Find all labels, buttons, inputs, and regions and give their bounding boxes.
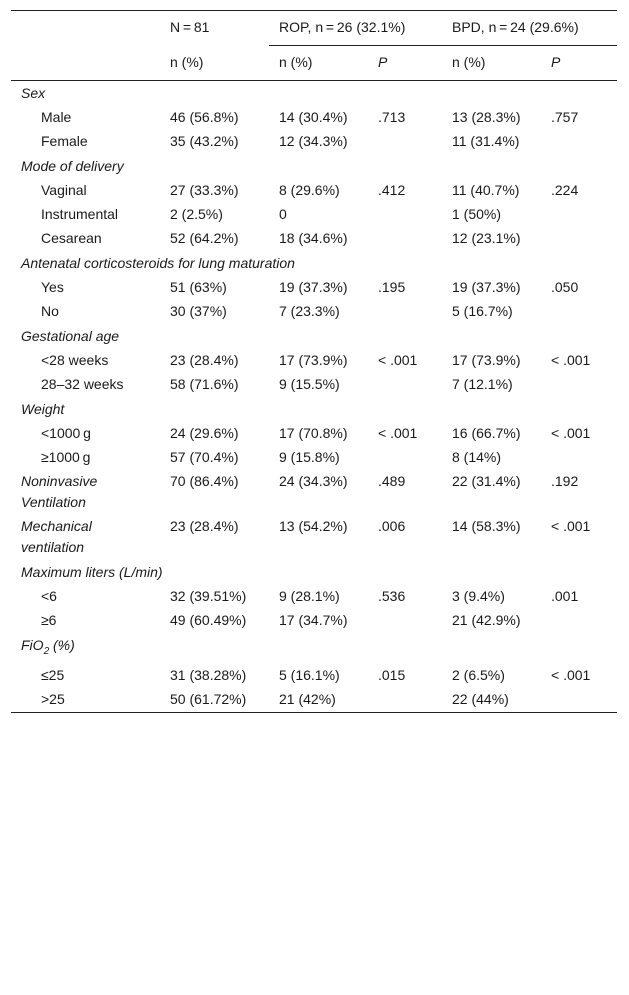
cell-rop-p: < .001: [378, 352, 418, 368]
row-label: No: [41, 303, 59, 319]
cell-rop-p: [368, 609, 442, 633]
table-row: [11, 585, 617, 609]
cell-bpd: 1 (50%): [452, 206, 502, 222]
cell-bpd-p: < .001: [551, 425, 591, 441]
row-label: ≥6: [41, 612, 57, 628]
cell-total: 51 (63%): [170, 279, 227, 295]
row-label: <6: [41, 588, 57, 604]
table-body: [11, 81, 617, 713]
subheader-blank: [11, 46, 160, 81]
cell-bpd: 21 (42.9%): [452, 612, 521, 628]
cell-bpd: 12 (23.1%): [452, 230, 521, 246]
cell-rop: 5 (16.1%): [279, 666, 340, 683]
section-row: [11, 633, 617, 664]
section-label: Gestational age: [21, 328, 120, 344]
table-row: [11, 130, 617, 154]
cell-bpd: 16 (66.7%): [452, 425, 521, 441]
cell-rop: 19 (37.3%): [279, 279, 348, 295]
cell-bpd-p: [541, 130, 617, 154]
header-row-2: [11, 46, 617, 81]
section-label: Maximum liters (L/min): [21, 564, 163, 580]
cell-bpd-p: .050: [551, 279, 579, 295]
section-label: Sex: [21, 85, 46, 101]
cell-rop: 7 (23.3%): [279, 303, 340, 319]
cell-bpd-p: [541, 203, 617, 227]
table-row: [11, 664, 617, 688]
table-row: [11, 609, 617, 633]
cell-rop-p: < .001: [378, 425, 418, 441]
cell-bpd: 13 (28.3%): [452, 109, 521, 125]
cell-rop-p: [368, 446, 442, 470]
table-row: [11, 446, 617, 470]
row-label: Noninvasive Ventilation: [21, 473, 98, 510]
cell-bpd-p: .224: [551, 182, 579, 198]
table-row: [11, 688, 617, 713]
cell-rop: 9 (15.8%): [279, 449, 340, 465]
cell-rop: 9 (15.5%): [279, 376, 340, 392]
header-rop: ROP, n = 26 (32.1%): [269, 11, 442, 46]
table-row: [11, 349, 617, 373]
section-label: Weight: [21, 401, 65, 417]
cell-bpd: 22 (44%): [442, 688, 541, 713]
cell-total: 50 (61.72%): [160, 688, 269, 713]
cell-rop-p: .489: [378, 473, 406, 489]
cell-bpd: 3 (9.4%): [452, 588, 505, 604]
table-row: [11, 422, 617, 446]
cell-rop-p: [368, 203, 442, 227]
data-table: [11, 10, 617, 713]
row-label: <28 weeks: [41, 352, 109, 368]
cell-total: 46 (56.8%): [170, 109, 239, 125]
cell-rop: 17 (34.7%): [279, 612, 348, 628]
section-row: [11, 324, 617, 349]
cell-total: 24 (29.6%): [170, 425, 239, 441]
subheader-p-rop: P: [368, 46, 442, 81]
header-blank: [11, 11, 160, 46]
cell-total: 30 (37%): [170, 303, 227, 319]
table-row: [11, 227, 617, 251]
subheader-n-total: n (%): [160, 46, 269, 81]
cell-bpd-p: [541, 300, 617, 324]
header-bpd: BPD, n = 24 (29.6%): [442, 11, 617, 46]
cell-bpd: 2 (6.5%): [452, 666, 505, 683]
cell-bpd: 7 (12.1%): [452, 376, 513, 392]
cell-bpd-p: [541, 373, 617, 397]
cell-rop-p: [368, 130, 442, 154]
cell-total: 23 (28.4%): [170, 518, 239, 534]
cell-bpd-p: .757: [551, 109, 579, 125]
cell-bpd-p: [541, 227, 617, 251]
row-label: Cesarean: [41, 230, 102, 246]
cell-rop-p: [368, 373, 442, 397]
cell-rop-p: [368, 300, 442, 324]
cell-rop: 17 (73.9%): [279, 352, 348, 368]
row-label: ≤25: [41, 666, 65, 683]
cell-total: 49 (60.49%): [170, 612, 247, 628]
cell-bpd-p: < .001: [551, 666, 591, 683]
cell-total: 32 (39.51%): [170, 588, 247, 604]
cell-bpd-p: < .001: [551, 352, 591, 368]
row-label: <1000 g: [41, 425, 91, 441]
cell-rop: 21 (42%): [269, 688, 368, 713]
cell-rop: 8 (29.6%): [279, 182, 340, 198]
table-row: [11, 515, 617, 560]
cell-bpd: 5 (16.7%): [452, 303, 513, 319]
cell-total: 52 (64.2%): [170, 230, 239, 246]
cell-total: 35 (43.2%): [170, 133, 239, 149]
header-row-1: [11, 11, 617, 46]
cell-total: 70 (86.4%): [170, 473, 239, 489]
cell-rop: 12 (34.3%): [279, 133, 348, 149]
cell-bpd-p: [541, 688, 617, 713]
cell-bpd: 11 (40.7%): [452, 182, 520, 198]
section-label: FiO$_2$ (%): [21, 637, 75, 657]
section-label: Antenatal corticosteroids for lung maturation: [21, 255, 295, 271]
row-label: Yes: [41, 279, 64, 295]
cell-rop: 13 (54.2%): [279, 518, 348, 534]
row-label: >25: [11, 688, 160, 713]
row-label: 28–32 weeks: [41, 376, 124, 392]
cell-total: 58 (71.6%): [170, 376, 239, 392]
cell-bpd-p: < .001: [551, 518, 591, 534]
cell-bpd-p: .192: [551, 473, 579, 489]
row-label: ≥1000 g: [41, 449, 91, 465]
section-label: Mode of delivery: [21, 158, 124, 174]
cell-rop-p: .713: [378, 109, 406, 125]
cell-bpd: 22 (31.4%): [452, 473, 521, 489]
row-label: Male: [41, 109, 72, 125]
table-row: [11, 470, 617, 515]
section-row: [11, 251, 617, 276]
cell-total: 57 (70.4%): [170, 449, 239, 465]
table-row: [11, 373, 617, 397]
cell-bpd: 8 (14%): [452, 449, 502, 465]
cell-bpd: 17 (73.9%): [452, 352, 521, 368]
cell-total: 27 (33.3%): [170, 182, 239, 198]
cell-bpd-p: .001: [551, 588, 579, 604]
cell-bpd-p: [541, 446, 617, 470]
row-label: Instrumental: [41, 206, 119, 222]
table-row: [11, 179, 617, 203]
cell-rop: 9 (28.1%): [279, 588, 340, 604]
row-label: Vaginal: [41, 182, 87, 198]
subheader-p-bpd: P: [541, 46, 617, 81]
subheader-n-bpd: n (%): [442, 46, 541, 81]
table-row: [11, 300, 617, 324]
cell-total: 31 (38.28%): [170, 666, 247, 683]
cell-total: 2 (2.5%): [170, 206, 223, 222]
cell-rop: 0: [279, 206, 287, 222]
row-label: Female: [41, 133, 88, 149]
header-total: N = 81: [160, 11, 269, 46]
cell-rop: 18 (34.6%): [279, 230, 348, 246]
cell-rop-p: .015: [378, 666, 406, 683]
cell-rop: 14 (30.4%): [279, 109, 348, 125]
cell-total: 23 (28.4%): [170, 352, 239, 368]
subheader-n-rop: n (%): [269, 46, 368, 81]
section-row: [11, 397, 617, 422]
section-row: [11, 81, 617, 107]
cell-rop-p: .195: [378, 279, 406, 295]
cell-bpd: 11 (31.4%): [452, 133, 520, 149]
cell-rop: 24 (34.3%): [279, 473, 348, 489]
cell-rop-p: [368, 227, 442, 251]
cell-bpd: 14 (58.3%): [452, 518, 521, 534]
cell-rop-p: [368, 688, 442, 713]
cell-rop-p: .412: [378, 182, 406, 198]
cell-rop: 17 (70.8%): [279, 425, 348, 441]
table-container: [11, 10, 617, 713]
table-row: [11, 203, 617, 227]
cell-rop-p: .536: [378, 588, 406, 604]
cell-rop-p: .006: [378, 518, 406, 534]
table-row: [11, 106, 617, 130]
cell-bpd-p: [541, 609, 617, 633]
row-label: Mechanical ventilation: [21, 518, 92, 555]
cell-bpd: 19 (37.3%): [452, 279, 521, 295]
section-row: [11, 560, 617, 585]
table-row: [11, 276, 617, 300]
section-row: [11, 154, 617, 179]
